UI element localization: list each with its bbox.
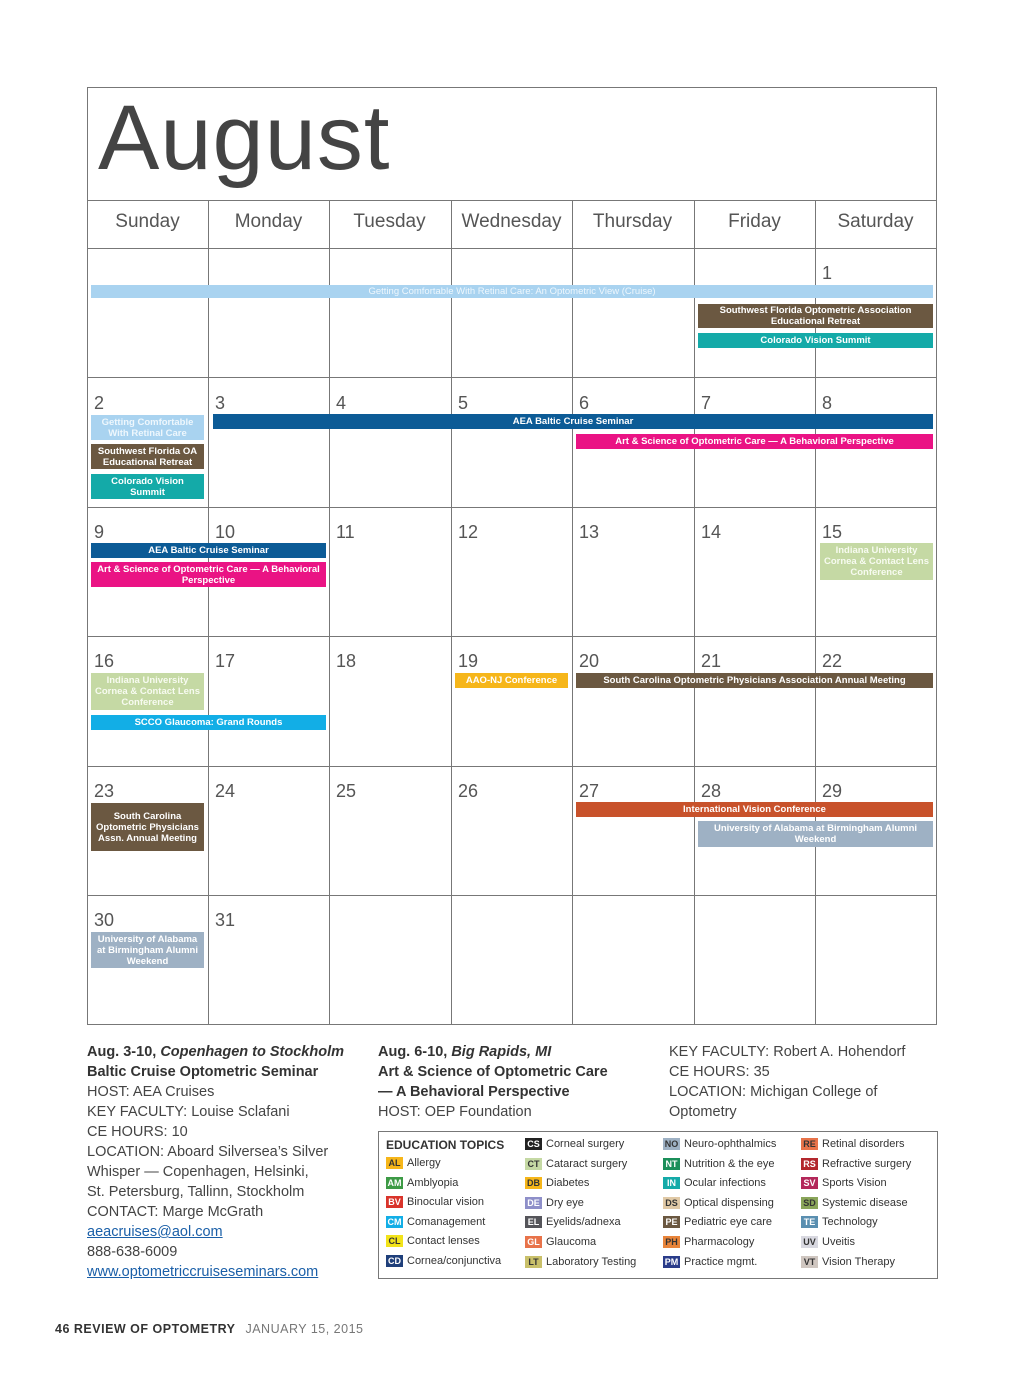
topic-item bbox=[386, 1255, 501, 1267]
topic-label: Ocular infections bbox=[684, 1177, 766, 1190]
day-number: 8 bbox=[822, 393, 833, 413]
topic-code: SV bbox=[801, 1177, 818, 1189]
event-art-science-optometric-care[interactable]: Art & Science of Optometric Care — A Behavioral Perspective bbox=[576, 434, 933, 449]
topic-code: DE bbox=[525, 1197, 542, 1209]
topic-code: CT bbox=[525, 1158, 542, 1170]
event-aao-nj-conference[interactable]: AAO-NJ Conference bbox=[455, 673, 568, 688]
listing-ce-hours: CE HOURS: 35 bbox=[669, 1064, 770, 1080]
topic-item bbox=[525, 1177, 589, 1189]
day-number: 1 bbox=[822, 263, 833, 283]
listing-ce-hours: CE HOURS: 10 bbox=[87, 1124, 188, 1140]
event-scco-glaucoma[interactable]: SCCO Glaucoma: Grand Rounds bbox=[91, 715, 326, 730]
weekday-header: Tuesday bbox=[353, 211, 426, 232]
day-number: 13 bbox=[579, 522, 600, 542]
issue-date: JANUARY 15, 2015 bbox=[245, 1322, 364, 1336]
grid-line bbox=[87, 377, 937, 378]
event-retinal-care-cruise[interactable]: Getting Comfortable With Retinal Care: An Optometric View (Cruise) bbox=[91, 285, 933, 298]
topic-label: Pediatric eye care bbox=[684, 1216, 773, 1229]
day-number: 15 bbox=[822, 522, 843, 542]
topic-label: Eyelids/adnexa bbox=[546, 1216, 621, 1229]
day-number: 10 bbox=[215, 522, 236, 542]
topic-label: Laboratory Testing bbox=[546, 1255, 637, 1268]
day-number: 26 bbox=[458, 781, 479, 801]
topic-item bbox=[663, 1138, 776, 1150]
topic-code: TE bbox=[801, 1216, 818, 1228]
topic-item bbox=[801, 1236, 855, 1248]
event-south-carolina-meeting[interactable]: South Carolina Optometric Physicians Assn. Annual Meeting bbox=[91, 803, 204, 851]
topic-code: PM bbox=[664, 1256, 679, 1267]
listing-faculty: KEY FACULTY: Robert A. Hohendorf bbox=[669, 1044, 906, 1060]
day-number: 9 bbox=[94, 522, 105, 542]
topic-label: Amblyopia bbox=[407, 1176, 459, 1189]
topic-label: Vision Therapy bbox=[822, 1255, 895, 1268]
topic-code: EL bbox=[525, 1216, 542, 1228]
topic-label: Contact lenses bbox=[407, 1235, 480, 1248]
day-number: 11 bbox=[336, 522, 355, 542]
topic-label: Binocular vision bbox=[407, 1196, 485, 1209]
topic-code: RS bbox=[801, 1158, 818, 1170]
day-number: 27 bbox=[579, 781, 600, 801]
grid-line bbox=[87, 895, 937, 896]
listing-location: Optometry bbox=[669, 1104, 737, 1120]
weekday-header: Wednesday bbox=[461, 211, 562, 232]
listing-location: St. Petersburg, Tallinn, Stockholm bbox=[87, 1184, 305, 1200]
topic-label: Practice mgmt. bbox=[684, 1255, 758, 1268]
day-number: 31 bbox=[215, 910, 236, 930]
grid-line bbox=[87, 766, 937, 767]
topic-item bbox=[663, 1236, 754, 1248]
event-aea-baltic-cruise[interactable]: AEA Baltic Cruise Seminar bbox=[213, 414, 933, 429]
topic-code: RE bbox=[801, 1138, 818, 1150]
weekday-header: Thursday bbox=[592, 211, 673, 232]
topic-item bbox=[801, 1158, 911, 1170]
topic-item bbox=[386, 1196, 484, 1208]
topic-item bbox=[801, 1256, 895, 1268]
event-uab-alumni-weekend[interactable]: University of Alabama at Birmingham Alumni Weekend bbox=[91, 932, 204, 968]
grid-line bbox=[87, 507, 937, 508]
day-number: 3 bbox=[215, 393, 226, 413]
day-number: 21 bbox=[701, 651, 722, 671]
event-southwest-florida-retreat[interactable]: Southwest Florida OA Educational Retreat bbox=[91, 444, 204, 469]
topic-item bbox=[386, 1157, 441, 1169]
topic-item bbox=[525, 1197, 584, 1209]
topic-item bbox=[386, 1177, 458, 1189]
topic-code: DB bbox=[527, 1178, 540, 1189]
grid-line bbox=[451, 200, 452, 1025]
topic-code: IN bbox=[663, 1177, 680, 1189]
month-title: August bbox=[98, 87, 391, 189]
day-number: 22 bbox=[822, 651, 843, 671]
topic-label: Comanagement bbox=[407, 1215, 486, 1228]
listing-title: — A Behavioral Perspective bbox=[378, 1084, 570, 1100]
listing-host: HOST: OEP Foundation bbox=[378, 1104, 532, 1120]
day-number: 30 bbox=[94, 910, 115, 930]
topic-code: AL bbox=[386, 1157, 403, 1169]
day-number: 18 bbox=[336, 651, 357, 671]
topic-label: Optical dispensing bbox=[684, 1196, 774, 1209]
topic-item bbox=[801, 1138, 905, 1150]
listing-title: Baltic Cruise Optometric Seminar bbox=[87, 1064, 319, 1080]
topic-label: Technology bbox=[822, 1216, 878, 1229]
day-number: 16 bbox=[94, 651, 115, 671]
topic-code: PH bbox=[663, 1236, 680, 1248]
topic-item bbox=[525, 1138, 624, 1150]
topic-item bbox=[386, 1235, 480, 1247]
topics-title: EDUCATION TOPICS bbox=[386, 1138, 505, 1152]
day-number: 5 bbox=[458, 393, 469, 413]
topic-code: NT bbox=[663, 1158, 680, 1170]
topic-label: Diabetes bbox=[546, 1177, 590, 1190]
event-uab-alumni-weekend[interactable]: University of Alabama at Birmingham Alumni Weekend bbox=[698, 821, 933, 847]
listing-location: Whisper — Copenhagen, Helsinki, bbox=[87, 1164, 309, 1180]
day-number: 2 bbox=[94, 393, 105, 413]
topic-item bbox=[386, 1216, 485, 1228]
event-aea-baltic-cruise[interactable]: AEA Baltic Cruise Seminar bbox=[91, 543, 326, 558]
topic-label: Systemic disease bbox=[822, 1196, 908, 1209]
topic-item bbox=[525, 1216, 621, 1228]
topic-label: Nutrition & the eye bbox=[684, 1157, 775, 1170]
topic-code: CD bbox=[388, 1256, 401, 1266]
topic-code: DS bbox=[663, 1197, 680, 1209]
topic-item bbox=[801, 1177, 887, 1189]
listing-art-science-details bbox=[669, 1042, 949, 1122]
email-link[interactable]: aeacruises@aol.com bbox=[87, 1224, 223, 1240]
event-art-science-optometric-care[interactable]: Art & Science of Optometric Care — A Behavioral Perspective bbox=[91, 562, 326, 587]
topic-label: Dry eye bbox=[546, 1196, 584, 1209]
topic-code: VT bbox=[801, 1256, 818, 1268]
weekday-header: Saturday bbox=[837, 211, 914, 232]
listing-dates: Aug. 6-10, bbox=[378, 1044, 448, 1060]
topic-code: CS bbox=[525, 1138, 542, 1150]
day-number: 4 bbox=[336, 393, 347, 413]
day-number: 23 bbox=[94, 781, 115, 801]
event-international-vision-conference[interactable]: International Vision Conference bbox=[576, 802, 933, 817]
event-retinal-care-cruise[interactable]: Getting Comfortable With Retinal Care bbox=[91, 415, 204, 440]
topic-code: AM bbox=[387, 1177, 402, 1188]
website-link[interactable]: www.optometriccruiseseminars.com bbox=[87, 1264, 319, 1280]
grid-line bbox=[572, 200, 573, 1025]
day-number: 19 bbox=[458, 651, 479, 671]
topic-code: SD bbox=[801, 1197, 818, 1209]
topic-item bbox=[663, 1177, 766, 1189]
topic-code: PE bbox=[663, 1216, 680, 1228]
day-number: 28 bbox=[701, 781, 722, 801]
listing-host: HOST: AEA Cruises bbox=[87, 1084, 215, 1100]
topic-label: Retinal disorders bbox=[822, 1138, 905, 1150]
listing-faculty: KEY FACULTY: Louise Sclafani bbox=[87, 1104, 290, 1120]
day-number: 24 bbox=[215, 781, 236, 801]
topic-code: CL bbox=[386, 1235, 403, 1247]
topic-label: Refractive surgery bbox=[822, 1157, 912, 1170]
day-number: 6 bbox=[579, 393, 590, 413]
day-number: 14 bbox=[701, 522, 722, 542]
topic-label: Corneal surgery bbox=[546, 1138, 625, 1150]
day-number: 17 bbox=[215, 651, 236, 671]
page-number: 46 bbox=[55, 1322, 70, 1336]
topic-label: Glaucoma bbox=[546, 1236, 597, 1248]
topic-code: BV bbox=[386, 1196, 403, 1208]
magazine-name: REVIEW OF OPTOMETRY bbox=[73, 1322, 236, 1336]
event-south-carolina-meeting[interactable]: South Carolina Optometric Physicians Association Annual Meeting bbox=[576, 673, 933, 688]
listing-place: Big Rapids, MI bbox=[451, 1044, 552, 1060]
topic-label: Neuro-ophthalmics bbox=[684, 1138, 777, 1150]
grid-line bbox=[329, 200, 330, 1025]
weekday-header: Monday bbox=[234, 211, 303, 232]
listing-art-science bbox=[378, 1042, 658, 1122]
topic-code: CM bbox=[387, 1216, 402, 1227]
event-colorado-vision-summit[interactable]: Colorado Vision Summit bbox=[91, 474, 204, 499]
topic-code: NO bbox=[664, 1139, 679, 1149]
topic-code: GL bbox=[525, 1236, 542, 1248]
weekday-header: Friday bbox=[728, 211, 781, 232]
topic-item bbox=[663, 1216, 772, 1228]
topic-item bbox=[525, 1158, 627, 1170]
event-colorado-vision-summit[interactable]: Colorado Vision Summit bbox=[698, 333, 933, 348]
topic-code: LT bbox=[525, 1256, 542, 1268]
topic-label: Sports Vision bbox=[822, 1177, 887, 1190]
topic-item bbox=[663, 1158, 775, 1170]
listing-dateline bbox=[378, 1042, 658, 1062]
grid-line bbox=[208, 200, 209, 1025]
day-number: 20 bbox=[579, 651, 600, 671]
event-southwest-florida-retreat[interactable]: Southwest Florida Optometric Association Educational Retreat bbox=[698, 304, 933, 328]
grid-line bbox=[87, 636, 937, 637]
topic-label: Pharmacology bbox=[684, 1236, 755, 1248]
event-indiana-university-conference[interactable]: Indiana University Cornea & Contact Lens Conference bbox=[91, 673, 204, 710]
topic-label: Cataract surgery bbox=[546, 1157, 628, 1170]
listing-location: LOCATION: Michigan College of bbox=[669, 1084, 878, 1100]
event-indiana-university-conference[interactable]: Indiana University Cornea & Contact Lens Conference bbox=[820, 543, 933, 580]
day-number: 12 bbox=[458, 522, 479, 542]
topic-item bbox=[663, 1197, 774, 1209]
listing-location: LOCATION: Aboard Silversea’s Silver bbox=[87, 1144, 329, 1160]
topic-label: Allergy bbox=[407, 1157, 441, 1169]
listing-dates: Aug. 3-10, bbox=[87, 1044, 157, 1060]
topic-code: UV bbox=[801, 1236, 818, 1248]
grid-line bbox=[87, 248, 937, 249]
day-number: 25 bbox=[336, 781, 357, 801]
topic-label: Uveitis bbox=[822, 1236, 856, 1248]
day-number: 29 bbox=[822, 781, 843, 801]
grid-line bbox=[694, 200, 695, 1025]
education-topics-legend bbox=[378, 1131, 938, 1279]
listing-baltic-cruise bbox=[87, 1042, 367, 1282]
listing-title: Art & Science of Optometric Care bbox=[378, 1064, 608, 1080]
topic-label: Cornea/conjunctiva bbox=[407, 1255, 502, 1267]
weekday-header: Sunday bbox=[115, 211, 180, 232]
page-footer bbox=[55, 1322, 364, 1336]
topic-item bbox=[525, 1256, 636, 1268]
topic-item bbox=[801, 1216, 878, 1228]
listing-dateline bbox=[87, 1042, 367, 1062]
topic-item bbox=[525, 1236, 596, 1248]
topic-item bbox=[663, 1256, 757, 1268]
listing-phone: 888-638-6009 bbox=[87, 1244, 178, 1260]
topic-item bbox=[801, 1197, 908, 1209]
day-number: 7 bbox=[701, 393, 712, 413]
listing-contact: CONTACT: Marge McGrath bbox=[87, 1204, 264, 1220]
listing-place: Copenhagen to Stockholm bbox=[160, 1044, 344, 1060]
